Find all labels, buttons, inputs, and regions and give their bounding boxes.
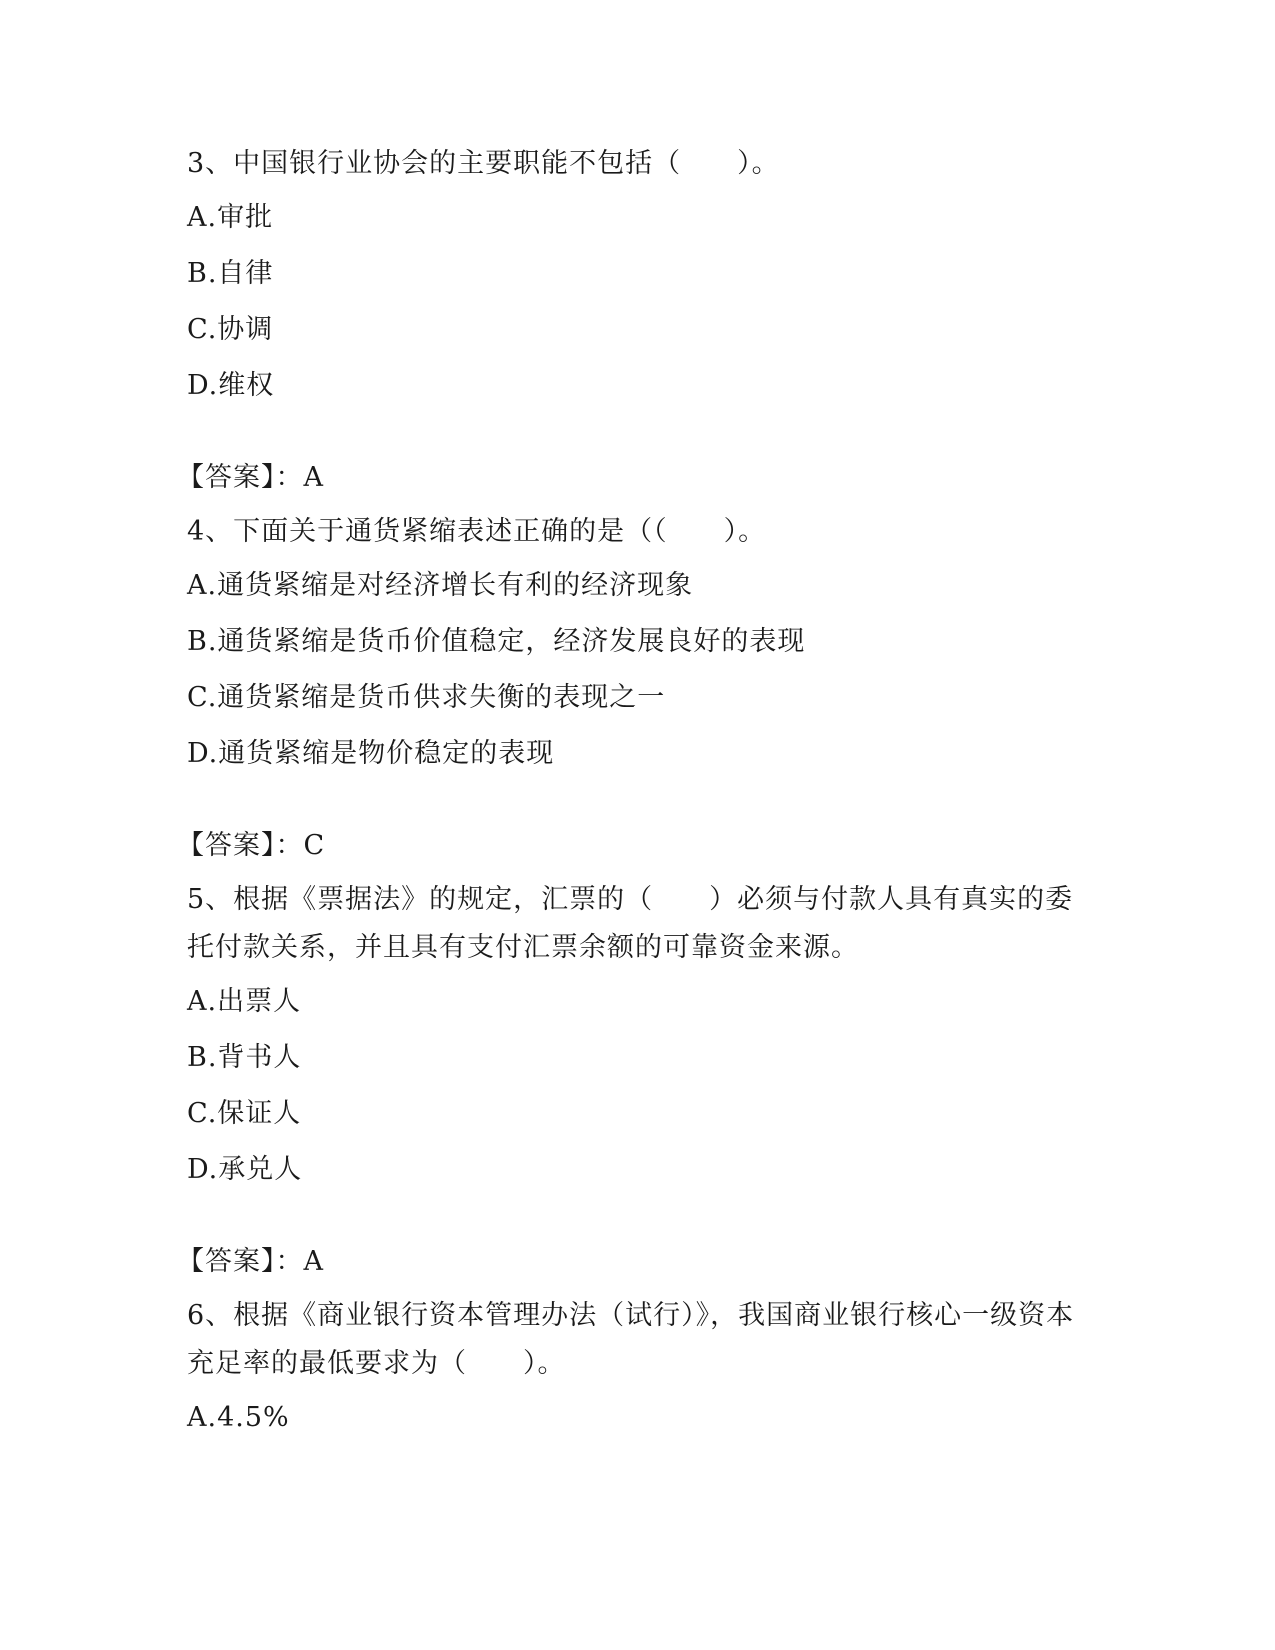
question-3 <box>177 140 1087 502</box>
question-6 <box>187 1292 1087 1442</box>
answer: 【答案】：A <box>177 462 324 493</box>
question-5 <box>177 876 1087 1286</box>
option-a: A.通货紧缩是对经济增长有利的经济现象 <box>187 570 694 601</box>
option-b: B.自律 <box>187 258 274 289</box>
question-text: 5、根据《票据法》的规定，汇票的（ ）必须与付款人具有真实的委托付款关系，并且具有支付汇票余额的可靠资金来源。 <box>187 884 1074 963</box>
option-a: A.审批 <box>187 202 274 233</box>
option-b: B.背书人 <box>187 1042 302 1073</box>
option-c: C.通货紧缩是货币供求失衡的表现之一 <box>187 682 666 713</box>
option-d: D.承兑人 <box>187 1154 303 1185</box>
option-c: C.协调 <box>187 314 274 345</box>
answer: 【答案】：A <box>177 1246 324 1277</box>
question-text: 3、中国银行业协会的主要职能不包括（ ）。 <box>187 148 780 179</box>
option-c: C.保证人 <box>187 1098 302 1129</box>
question-text: 6、根据《商业银行资本管理办法（试行）》，我国商业银行核心一级资本充足率的最低要求为（ ）。 <box>187 1300 1075 1379</box>
question-4 <box>177 508 1087 870</box>
option-b: B.通货紧缩是货币价值稳定，经济发展良好的表现 <box>187 626 806 657</box>
option-d: D.维权 <box>187 370 275 401</box>
answer: 【答案】：C <box>177 830 326 861</box>
option-d: D.通货紧缩是物价稳定的表现 <box>187 738 555 769</box>
document-page <box>177 140 1087 1450</box>
option-a: A.出票人 <box>187 986 302 1017</box>
question-text: 4、下面关于通货紧缩表述正确的是（（ ）。 <box>187 516 767 547</box>
option-a: A.4.5% <box>187 1402 290 1433</box>
